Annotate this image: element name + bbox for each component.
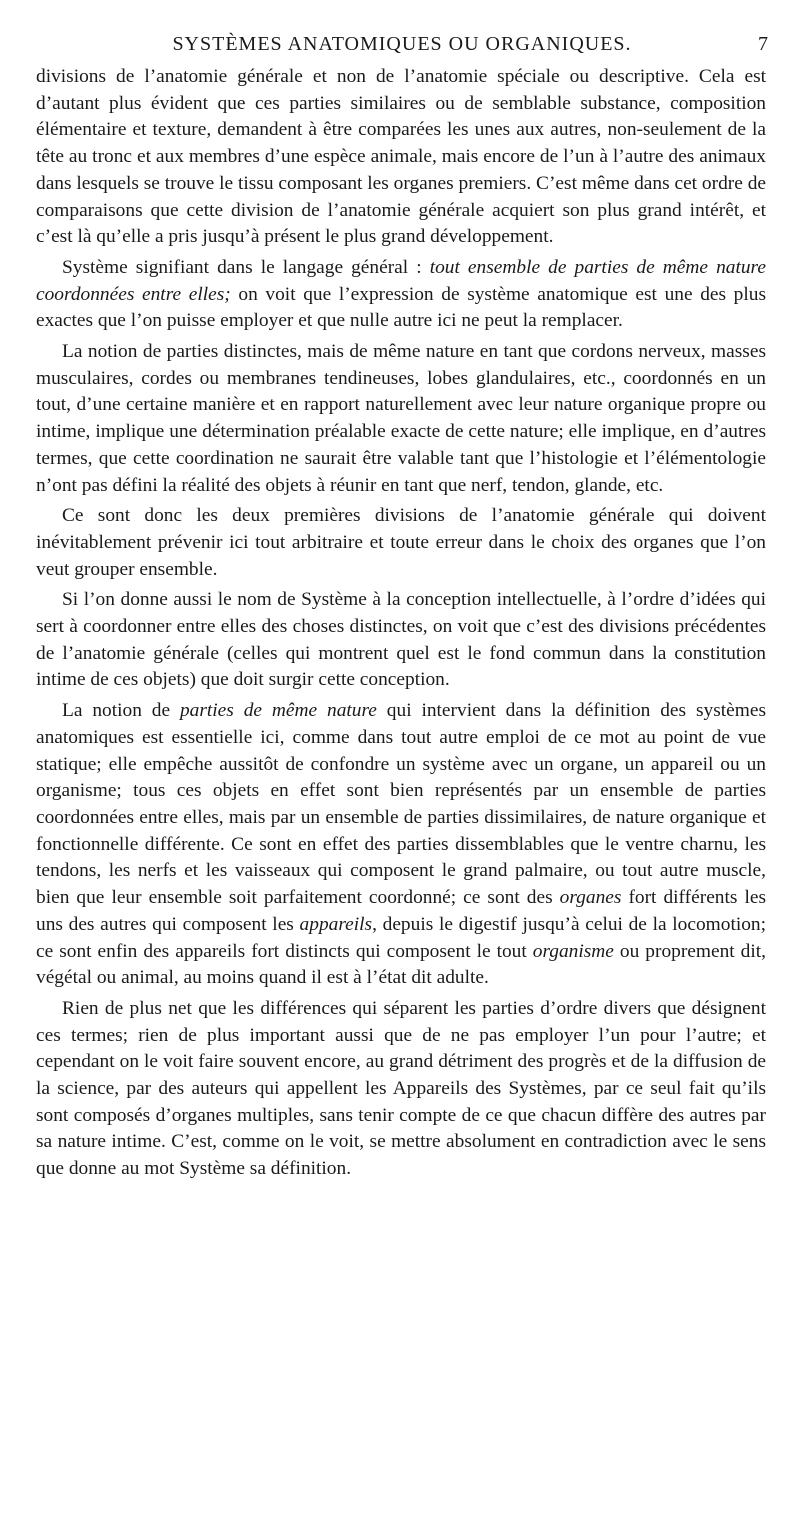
text-run: Système signifiant dans le langage général :: [62, 256, 430, 278]
text-run: divisions de l’anatomie générale et non de l’anatomie spéciale ou descriptive. Cela est d’autant plus évident que ces parties similaires ou de semblable substance, composition élémentaire et texture, demandent à être comparées les unes aux autres, non-seulement de la tête au tronc et aux membres d’une espèce animale, mais encore de l’un à l’autre des animaux dans lesquels se trouve le tissu composant les organes premiers. C’est même dans cet ordre de comparaisons que cette division de l’anatomie générale acquiert son plus grand intérêt, et c’est là qu’elle a pris jusqu’à présent le plus grand développement.: [36, 66, 766, 248]
paragraph-p3: [36, 339, 766, 499]
running-title: SYSTÈMES ANATOMIQUES OU ORGANIQUES.: [172, 33, 632, 55]
text-run: qui intervient dans la définition des systèmes anatomiques est essentielle ici, comme dans tout autre emploi de ce mot au point de vue statique; elle empêche aussitôt de confondre un système avec un organe, un appareil ou un organisme; tous ces objets en effet sont bien représentés par un ensemble de parties coordonnées entre elles, mais par un ensemble de parties dissimilaires, de nature organique et fonctionnelle différente. Ce sont en effet des parties dissemblables que le ventre charnu, les tendons, les nerfs et les vaisseaux qui composent le grand palmaire, ou tout autre muscle, bien que leur ensemble soit parfaitement coordonné; ce sont des: [36, 700, 766, 909]
paragraph-p5: [36, 587, 766, 694]
body-text: [36, 64, 766, 1183]
text-run: fort différents les uns des autres qui composent les: [36, 887, 766, 935]
paragraph-p7: [36, 996, 766, 1183]
paragraph-p1: [36, 64, 766, 251]
paragraph-p6: [36, 698, 766, 992]
italic-text: organisme: [532, 940, 614, 962]
paragraph-p2: [36, 255, 766, 335]
italic-text: tout ensemble de parties de même nature coordonnées entre elles;: [36, 256, 766, 305]
italic-text: appareils: [299, 913, 373, 935]
running-head: [36, 33, 768, 59]
page-number: 7: [758, 33, 768, 55]
text-run: La notion de parties distinctes, mais de même nature en tant que cordons nerveux, masses musculaires, cordes ou membranes tendineuses, lobes glandulaires, etc., coordonnés en un tout, d’une certaine manière et en rapport naturellement avec leur nature organique propre ou intime, implique une détermination préalable exacte de cette nature; elle implique, en d’autres termes, que cette coordination ne saurait être valable tant que l’histologie et l’élémentologie n’ont pas défini la réalité des objets à réunir en tant que nerf, tendon, glande, etc.: [36, 341, 766, 496]
paragraph-p4: [36, 503, 766, 583]
text-run: La notion de: [62, 700, 180, 722]
text-run: Rien de plus net que les différences qui séparent les parties d’ordre divers que désignent ces termes; rien de plus important aussi que de ne pas employer l’un pour l’autre; et cependant on le voit faire souvent encore, au grand détriment des progrès et de la diffusion de la science, par des auteurs qui appellent les Appareils des Systèmes, par ce seul fait qu’ils sont composés d’organes multiples, sans tenir compte de ce que chacun diffère des autres par sa nature intime. C’est, comme on le voit, se mettre absolument en contradiction avec le sens que donne au mot Système sa définition.: [36, 997, 766, 1180]
text-run: Si l’on donne aussi le nom de Système à la conception intellectuelle, à l’ordre d’idées qui sert à coordonner entre elles des choses distinctes, on voit que c’est des divisions précédentes de l’anatomie générale (celles qui montrent quel est le fond commun dans la constitution intime de ces objets) que doit surgir cette conception.: [36, 589, 766, 691]
italic-text: parties de même nature: [179, 700, 377, 722]
text-run: , depuis le digestif jusqu’à celui de la locomotion; ce sont enfin des appareils fort distincts qui composent le tout: [36, 913, 766, 962]
text-run: on voit que l’expression de système anatomique est une des plus exactes que l’on puisse employer et que nulle autre ici ne peut la remplacer.: [36, 283, 767, 332]
italic-text: organes: [559, 887, 622, 909]
text-run: ou proprement dit, végétal ou animal, au moins quand il est à l’état dit adulte.: [36, 940, 766, 989]
text-run: Ce sont donc les deux premières divisions de l’anatomie générale qui doivent inévitablement prévenir ici tout arbitraire et toute erreur dans le choix des organes que l’on veut grouper ensemble.: [36, 505, 766, 580]
